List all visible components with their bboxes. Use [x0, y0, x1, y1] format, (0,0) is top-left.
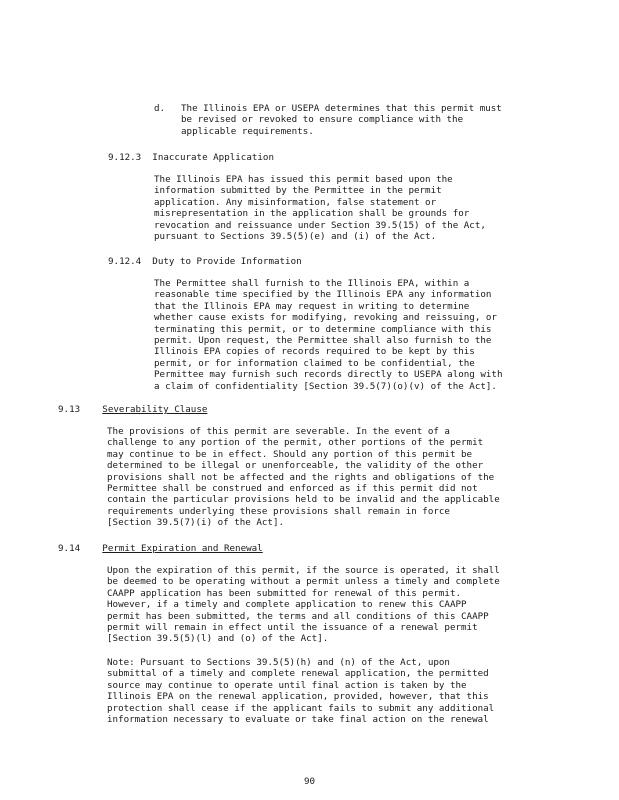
text-line: whether cause exists for modifying, revoking and reissuing, or: [154, 312, 497, 324]
page-number: 90: [303, 776, 316, 787]
section-9-13-body: [107, 426, 500, 529]
text-line: permit. Upon request, the Permittee shall also furnish to the: [154, 335, 492, 347]
section-9-14-para-2: [107, 657, 494, 725]
text-line: CAAPP application has been submitted for renewal of this permit.: [107, 587, 462, 599]
text-line: a claim of confidentiality [Section 39.5(7)(o)(v) of the Act].: [154, 380, 497, 392]
text-line: The Permittee shall furnish to the Illinois EPA, within a: [154, 278, 470, 289]
text-line: Illinois EPA on the renewal application, provided, however, that this: [107, 691, 489, 703]
text-line: revocation and reissuance under Section 39.5(15) of the Act,: [154, 219, 486, 231]
text-line: Note: Pursuant to Sections 39.5(5)(h) and (n) of the Act, upon: [107, 657, 450, 668]
section-9-12-4-heading: [108, 256, 302, 267]
text-line: source may continue to operate until final action is taken by the: [107, 679, 467, 691]
section-title: Duty to Provide Information: [152, 256, 302, 267]
text-line: Permittee shall be construed and enforced as if this permit did not: [107, 483, 478, 495]
section-number: 9.14: [58, 543, 81, 554]
text-line: contain the particular provisions held to be invalid and the applicable: [107, 494, 500, 506]
section-number: 9.12.4: [108, 256, 142, 267]
text-line: be deemed to be operating without a permit unless a timely and complete: [107, 576, 500, 588]
section-title: Severability Clause: [102, 404, 208, 415]
text-line: may continue to be in effect. Should any portion of this permit be: [107, 448, 473, 460]
section-9-12-4-body: [154, 278, 502, 392]
text-line: that the Illinois EPA may request in writing to determine: [154, 300, 470, 312]
text-line: The Illinois EPA or USEPA determines that this permit must: [181, 103, 502, 114]
text-line: terminating this permit, or to determine compliance with this: [154, 323, 492, 335]
text-line: permit has been submitted, the terms and all conditions of this CAAPP: [107, 610, 489, 622]
section-title: Permit Expiration and Renewal: [102, 543, 263, 554]
text-line: permit, or for information claimed to be confidential, the: [154, 357, 475, 369]
text-line: applicable requirements.: [181, 125, 314, 137]
text-line: Upon the expiration of this permit, if the source is operated, it shall: [107, 565, 500, 576]
text-line: The provisions of this permit are severable. In the event of a: [107, 426, 450, 437]
section-title: Inaccurate Application: [152, 152, 274, 163]
text-line: provisions shall not be affected and the rights and obligations of the: [107, 471, 495, 483]
section-9-14-para-1: [107, 565, 500, 645]
text-line: [Section 39.5(5)(l) and (o) of the Act].: [107, 633, 329, 645]
text-line: Illinois EPA copies of records required to be kept by this: [154, 346, 475, 358]
text-line: pursuant to Sections 39.5(5)(e) and (i) of the Act.: [154, 231, 437, 243]
text-line: Permittee may furnish such records directly to USEPA along with: [154, 369, 503, 381]
text-line: misrepresentation in the application shall be grounds for: [154, 208, 470, 220]
text-line: reasonable time specified by the Illinois EPA any information: [154, 289, 492, 301]
section-9-12-3-body: [154, 174, 486, 242]
section-number: 9.12.3: [108, 152, 142, 163]
section-9-14-heading: [58, 543, 263, 554]
text-line: challenge to any portion of the permit, other portions of the permit: [107, 437, 484, 449]
item-d-text: [181, 103, 502, 137]
text-line: permit will remain in effect until the issuance of a renewal permit: [107, 622, 478, 634]
text-line: application. Any misinformation, false statement or: [154, 196, 437, 208]
text-line: However, if a timely and complete application to renew this CAAPP: [107, 599, 467, 611]
section-number: 9.13: [58, 404, 81, 415]
text-line: information necessary to evaluate or take final action on the renewal: [107, 714, 489, 726]
text-line: protection shall cease if the applicant fails to submit any additional: [107, 702, 495, 714]
section-9-12-3-heading: [108, 152, 274, 163]
text-line: requirements underlying these provisions shall remain in force: [107, 505, 450, 517]
item-d-marker: d.: [154, 103, 166, 114]
text-line: information submitted by the Permittee in the permit: [154, 185, 442, 197]
text-line: determined to be illegal or unenforceable, the validity of the other: [107, 460, 484, 472]
text-line: [Section 39.5(7)(i) of the Act].: [107, 517, 285, 529]
text-line: The Illinois EPA has issued this permit based upon the: [154, 174, 453, 185]
section-9-13-heading: [58, 404, 207, 415]
text-line: be revised or revoked to ensure compliance with the: [181, 114, 464, 126]
text-line: submittal of a timely and complete renewal application, the permitted: [107, 668, 489, 680]
